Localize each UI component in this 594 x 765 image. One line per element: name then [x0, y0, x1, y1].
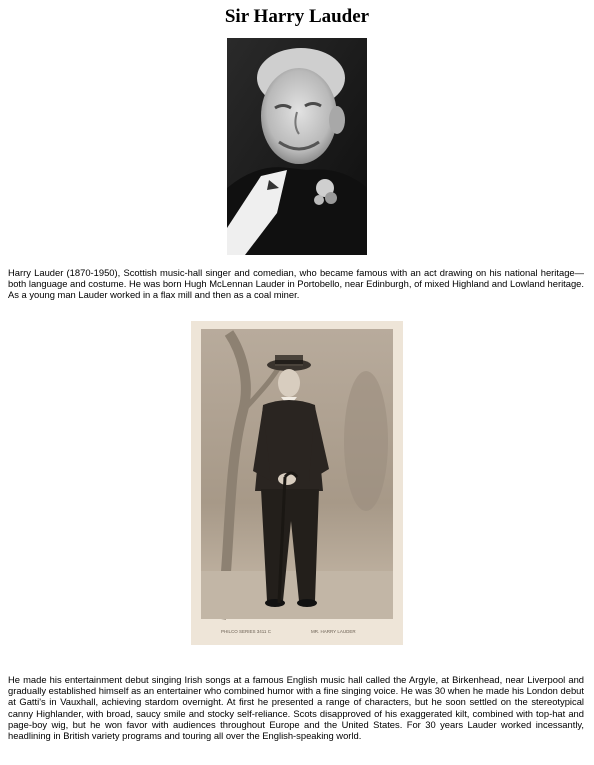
page-title: Sir Harry Lauder	[224, 6, 370, 27]
portrait-photo	[227, 38, 367, 255]
postcard-caption-right: MR. HARRY LAUDER	[311, 629, 356, 634]
intro-paragraph: Harry Lauder (1870-1950), Scottish music-hall singer and comedian, who became famous with an act drawing on his national heritage—both language and costume. He was born Hugh McLennan Lauder in Portobello, near Edinburgh, of mixed Highland and Lowland heritage. As a young man Lauder worked in a flax mill and then as a coal miner.	[8, 267, 584, 301]
career-paragraph: He made his entertainment debut singing Irish songs at a famous English music hall called the Argyle, at Birkenhead, near Liverpool and gradually established himself as an entertainer who combined humor with a fine singing voice. He was 30 when he made his London debut at Gatti's in Vauxhall, achieving stardom overnight. At first he presented a range of characters, but he soon settled on the stereotypical canny Highlander, with broad, saucy smile and stocky self-reliance. Scots disapproved of his exaggerated kilt, combined with top-hat and page-boy wig, but he won favor with audiences throughout Europe and the United States. For 30 years Lauder worked incessantly, headlining in British variety programs and touring all over the English-speaking world.	[8, 674, 584, 742]
postcard-caption-left: PHILCO SERIES 3411 C	[221, 629, 271, 634]
postcard-photo	[191, 321, 403, 645]
